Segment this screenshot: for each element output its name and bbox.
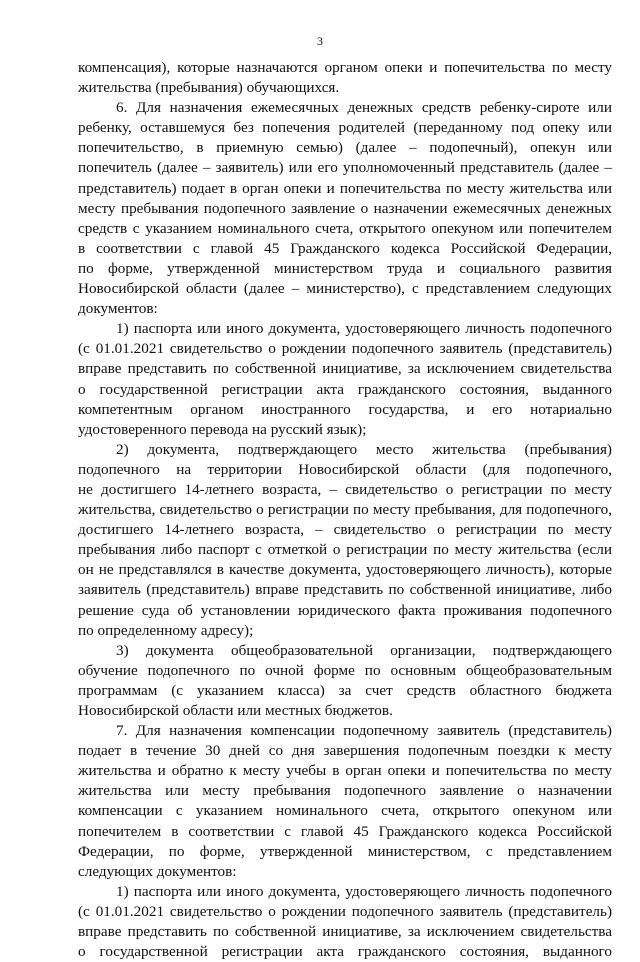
- text-line: (с 01.01.2021 свидетельство о рождении подопечного заявитель (представитель): [78, 902, 612, 920]
- text-line: попечительство, в приемную семью) (далее – подопечный), опекун или: [78, 139, 612, 157]
- text-line: представитель) подает в орган опеки и попечительства по месту жительства или: [78, 179, 612, 197]
- text-line: заявитель (представитель) вправе представить по собственной инициативе, либо: [78, 581, 612, 599]
- text-line: ребенку, оставшемуся без попечения родителей (переданному под опеку или: [78, 119, 612, 137]
- text-line: жительства (пребывания) обучающихся.: [78, 79, 340, 97]
- text-line: жительства, свидетельство о регистрации по месту пребывания, для подопечного,: [78, 501, 612, 519]
- text-line: (с 01.01.2021 свидетельство о рождении подопечного заявитель (представитель): [78, 340, 612, 358]
- text-line: подает в течение 30 дней со дня завершения подопечным поездки к месту: [78, 742, 612, 760]
- text-line: жительства и обратно к месту учебы в орган опеки и попечительства по месту: [78, 762, 612, 780]
- text-line: компетентным органом иностранного государства, и его нотариально: [78, 400, 612, 418]
- text-line: вправе представить по собственной инициативе, за исключением свидетельства: [78, 923, 612, 941]
- text-line: программам (с указанием класса) за счет средств областного бюджета: [78, 681, 612, 699]
- text-line: по определенному адресу);: [78, 621, 254, 639]
- text-line: обучение подопечного по очной форме по основным общеобразовательным: [78, 661, 612, 679]
- text-line: не достигшего 14-летнего возраста, – свидетельство о регистрации по месту: [78, 480, 612, 498]
- text-line: о государственной регистрации акта гражданского состояния, выданного: [78, 943, 612, 961]
- text-line: по форме, утвержденной министерством труда и социального развития: [78, 259, 612, 277]
- text-line: достигшего 14-летнего возраста, – свидетельство о регистрации по месту: [78, 521, 612, 539]
- text-line: в соответствии с главой 45 Гражданского кодекса Российской Федерации,: [78, 239, 612, 257]
- document-body: [78, 58, 612, 962]
- text-line: 2) документа, подтверждающего место жительства (пребывания): [116, 440, 612, 458]
- text-line: 1) паспорта или иного документа, удостоверяющего личность подопечного: [116, 320, 612, 338]
- text-line: попечителем в соответствии с главой 45 Гражданского кодекса Российской: [78, 822, 612, 840]
- text-line: решение суда об установлении юридического факта проживания подопечного: [78, 601, 612, 619]
- text-line: вправе представить по собственной инициативе, за исключением свидетельства: [78, 360, 612, 378]
- text-line: попечитель (далее – заявитель) или его уполномоченный представитель (далее –: [78, 159, 612, 177]
- text-line: документов:: [78, 300, 158, 318]
- text-line: Новосибирской области (далее – министерство), с представлением следующих: [78, 280, 612, 298]
- text-line: месту пребывания подопечного заявление о назначении ежемесячных денежных: [78, 199, 612, 217]
- text-line: компенсация), которые назначаются органом опеки и попечительства по месту: [78, 59, 612, 76]
- text-line: 6. Для назначения ежемесячных денежных средств ребенку-сироте или: [116, 99, 612, 117]
- text-line: о государственной регистрации акта гражданского состояния, выданного: [78, 380, 612, 398]
- text-line: жительства или месту пребывания подопечного заявление о назначении: [78, 782, 612, 800]
- text-line: 3) документа общеобразовательной организации, подтверждающего: [116, 641, 612, 659]
- text-line: подопечного на территории Новосибирской области (для подопечного,: [78, 460, 612, 478]
- text-line: следующих документов:: [78, 862, 237, 880]
- page-number: 3: [317, 34, 323, 48]
- text-line: пребывания либо паспорт с отметкой о регистрации по месту жительства (если: [78, 541, 612, 559]
- text-line: компенсации с указанием номинального счета, открытого опекуном или: [78, 802, 612, 820]
- text-line: удостоверенного перевода на русский язык);: [78, 420, 367, 438]
- text-line: 1) паспорта или иного документа, удостоверяющего личность подопечного: [116, 882, 612, 900]
- text-line: он не представлялся в качестве документа, удостоверяющего личность), которые: [78, 561, 612, 579]
- text-line: средств с указанием номинального счета, открытого опекуном или попечителем: [78, 219, 612, 237]
- text-line: Новосибирской области или местных бюджетов.: [78, 702, 393, 719]
- text-line: Федерации, по форме, утвержденной министерством, с представлением: [78, 842, 612, 860]
- text-line: 7. Для назначения компенсации подопечному заявитель (представитель): [116, 722, 612, 740]
